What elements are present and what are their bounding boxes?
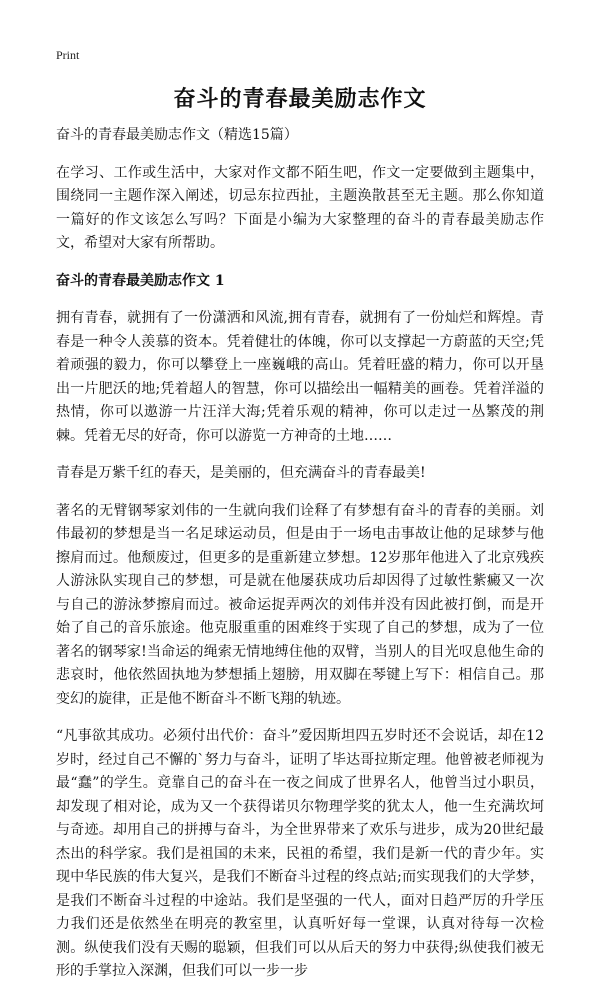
section-heading: 奋斗的青春最美励志作文 1 [56,272,225,289]
article-body [56,124,544,998]
article-subtitle: 奋斗的青春最美励志作文（精选15篇） [56,127,298,143]
body-paragraph-3: 著名的无臂钢琴家刘伟的一生就向我们诠释了有梦想有奋斗的青春的美丽。刘伟最初的梦想是当一名足球运动员，但是由于一场电击事故让他的足球梦与他擦肩而过。他颓废过，但更多的是重新建立梦想。12岁那年他进入了北京残疾人游泳队实现自己的梦想，可是就在他屡获成功后却因得了过敏性紫癜又一次与自己的游泳梦擦肩而过。被命运捉弄两次的刘伟并没有因此被打倒，而是开始了自己的音乐旅途。他克服重重的困难终于实现了自己的梦想，成为了一位著名的钢琴家!当命运的绳索无情地缚住他的双臂，当别人的目光叹息他生命的悲哀时，他依然固执地为梦想插上翅膀，用双脚在琴键上写下：相信自己。那变幻的旋律，正是他不断奋斗不断飞翔的轨迹。 [56,502,544,707]
intro-paragraph: 在学习、工作或生活中，大家对作文都不陌生吧，作文一定要做到主题集中，围绕同一主题作深入阐述，切忌东拉西扯，主题涣散甚至无主题。那么你知道一篇好的作文该怎么写吗？下面是小编为大家整理的奋斗的青春最美励志作文，希望对大家有所帮助。 [56,164,544,251]
page-title: 奋斗的青春最美励志作文 [173,86,427,112]
body-paragraph-1: 拥有青春，就拥有了一份潇洒和风流,拥有青春，就拥有了一份灿烂和辉煌。青春是一种令人羡慕的资本。凭着健壮的体魄，你可以支撑起一方蔚蓝的天空;凭着顽强的毅力，你可以攀登上一座巍峨的高山。凭着旺盛的精力，你可以开垦出一片肥沃的地;凭着超人的智慧，你可以描绘出一幅精美的画卷。凭着洋溢的热情，你可以遨游一片汪洋大海;凭着乐观的精神，你可以走过一丛繁茂的荆棘。凭着无尽的好奇，你可以游览一方神奇的土地…… [56,310,544,444]
print-link[interactable]: Print [56,48,80,62]
body-paragraph-4: “凡事欲其成功。必须付出代价：奋斗”爱因斯坦四五岁时还不会说话，却在12岁时，经过自己不懈的`努力与奋斗，证明了毕达哥拉斯定理。他曾被老师视为最“蠢”的学生。竟靠自己的奋斗在一夜之间成了世界名人，他曾当过小职员，却发现了相对论，成为又一个获得诺贝尔物理学奖的犹太人，他一生充满坎坷与奇迹。却用自己的拼搏与奋斗，为全世界带来了欢乐与进步，成为20世纪最杰出的科学家。我们是祖国的未来，民祖的希望，我们是新一代的青少年。实现中华民族的伟大复兴，是我们不断奋斗过程的终点站;而实现我们的大学梦，是我们不断奋斗过程的中途站。我们是坚强的一代人，面对日趋严厉的升学压力我们还是依然坐在明亮的教室里，认真听好每一堂课，认真对待每一次检测。纵使我们没有天赐的聪颖，但我们可以从后天的努力中获得;纵使我们被无形的手掌拉入深渊，但我们可以一步一步 [56,728,544,979]
body-paragraph-2: 青春是万紫千红的春天，是美丽的，但充满奋斗的青春最美! [56,465,426,481]
